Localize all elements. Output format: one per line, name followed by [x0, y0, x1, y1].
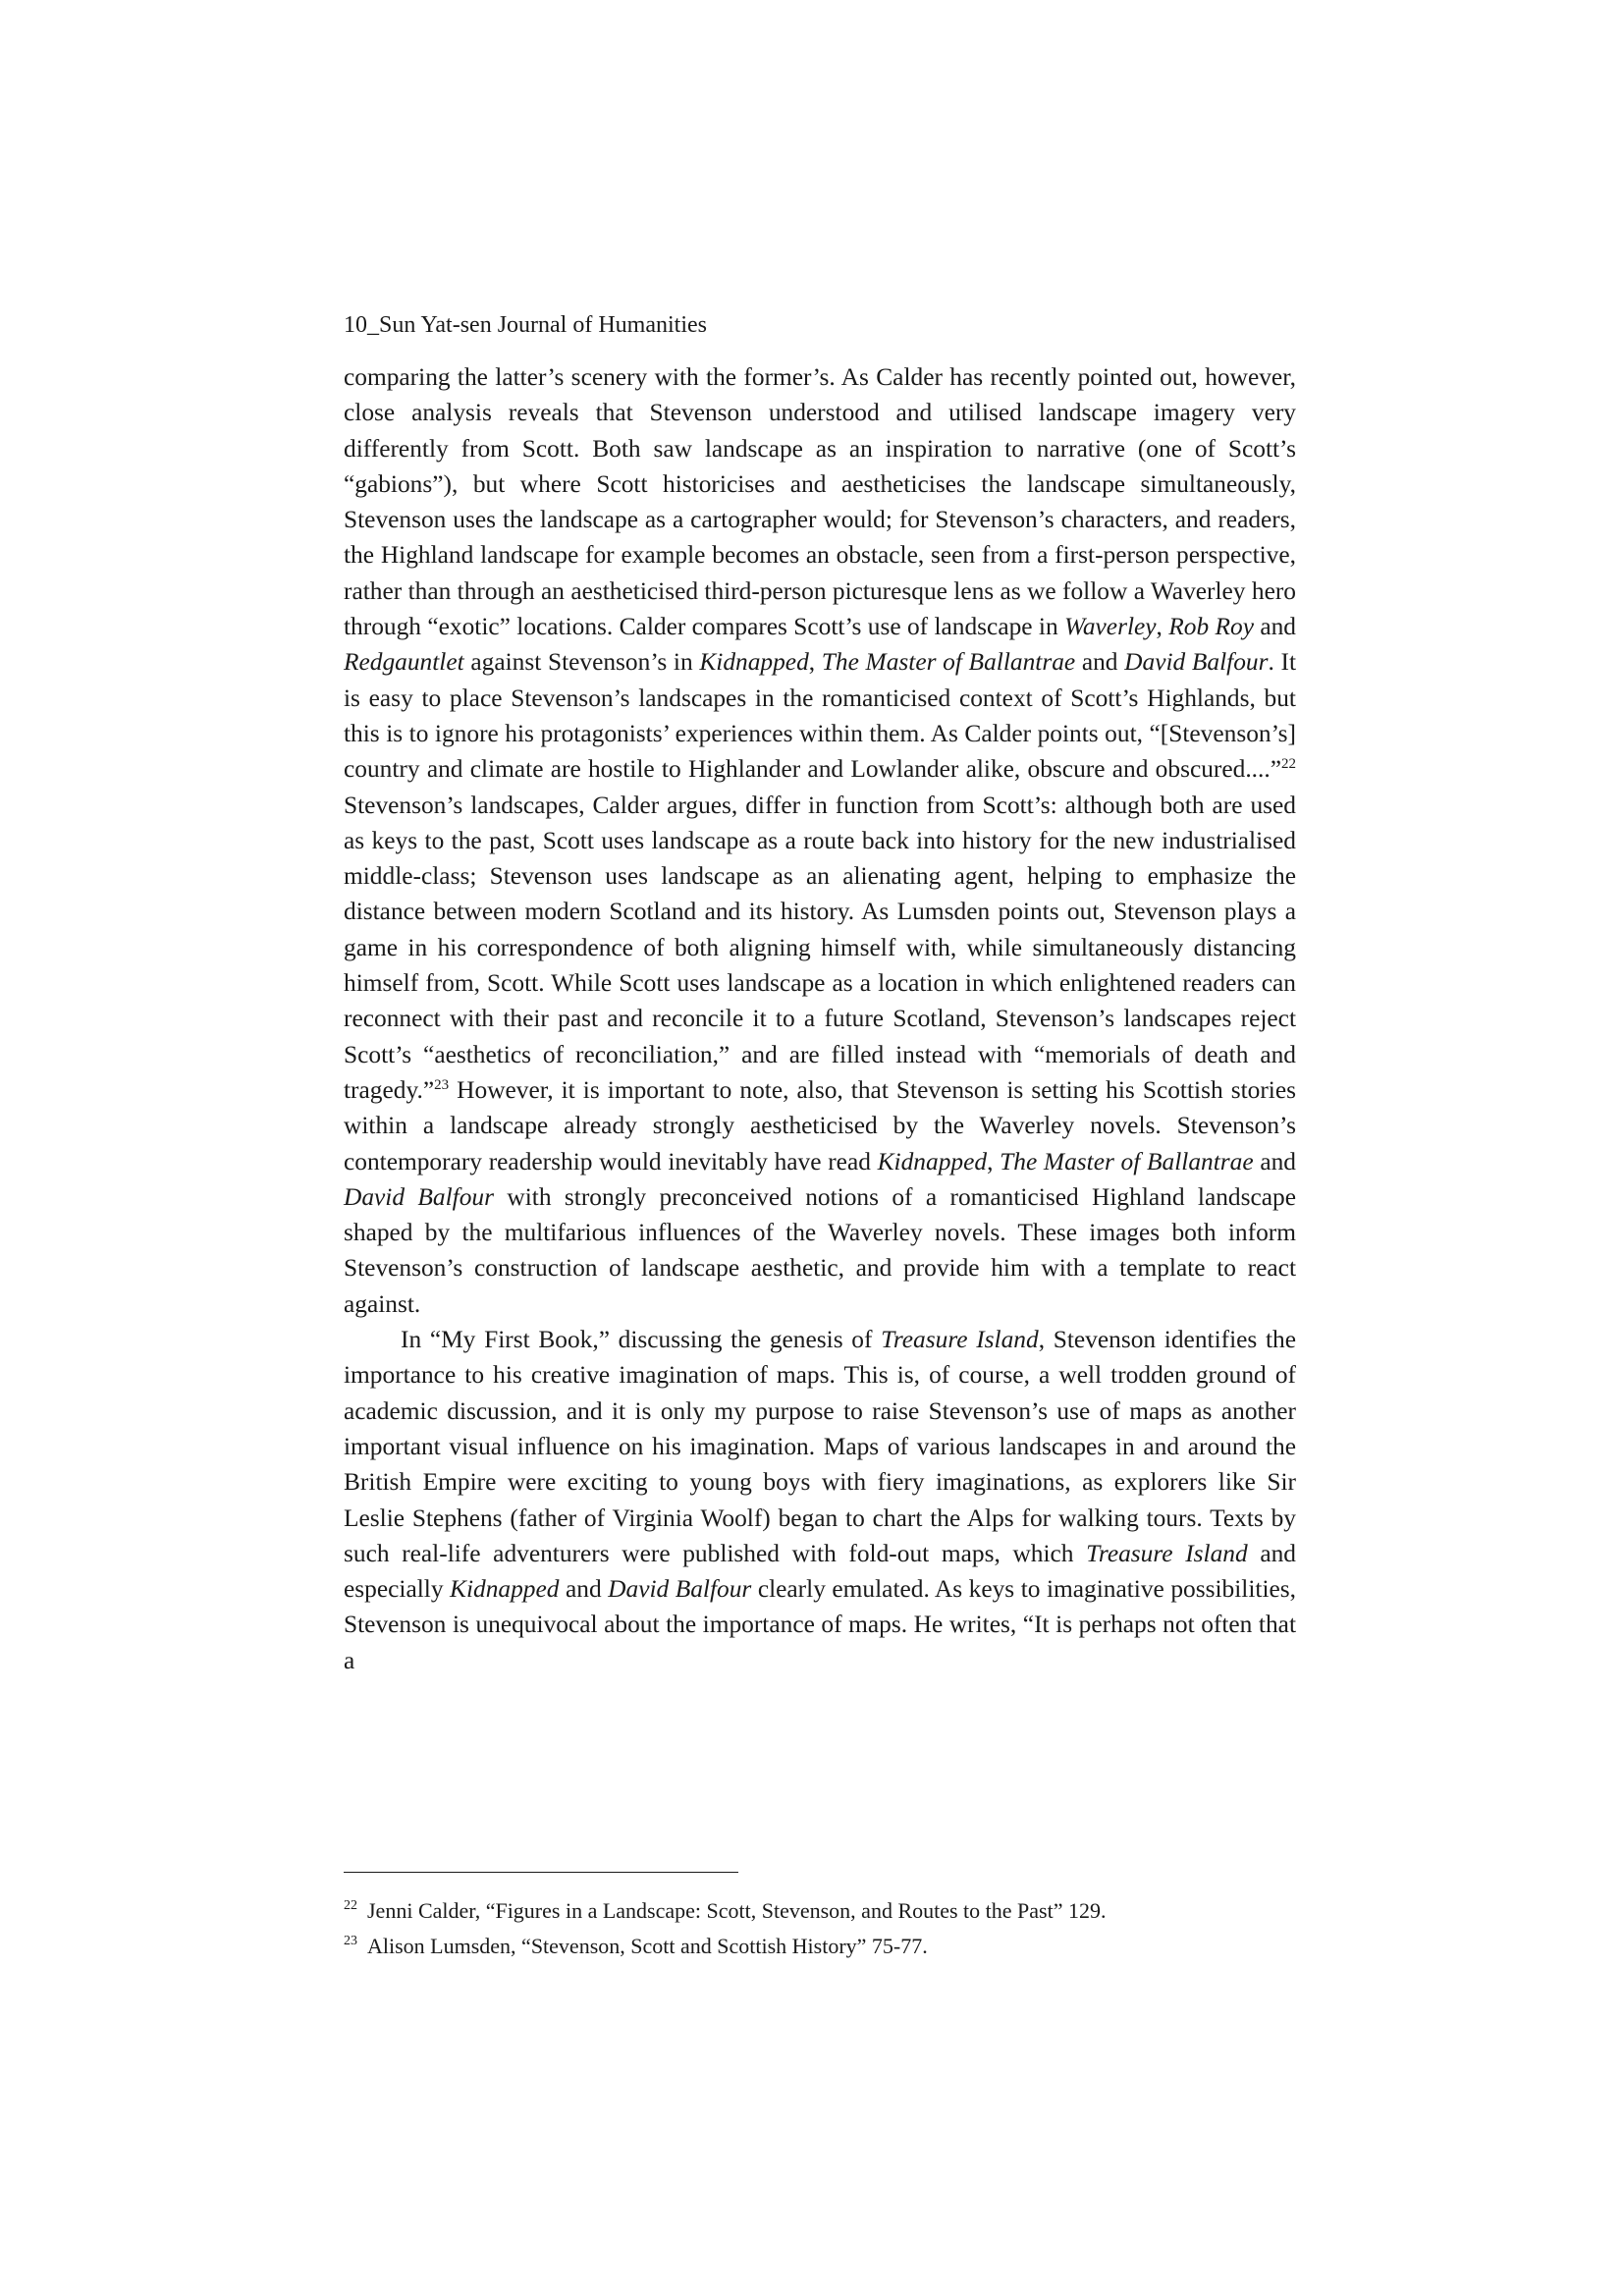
footnote-reference[interactable]: 22	[1281, 756, 1296, 773]
paragraph	[344, 359, 1296, 1322]
italic-title: David Balfour	[344, 1182, 495, 1211]
text-run: and	[1253, 613, 1296, 641]
text-run: and especially	[344, 1539, 1296, 1604]
text-run: However, it is important to note, also, that Stevenson is setting his Scottish stories within a landscape already strongly aestheticised by the Waverley novels. Stevenson’s contemporary readership would inevitably have read	[344, 1075, 1296, 1175]
text-run: and	[1075, 648, 1125, 677]
footnote-number: 22	[344, 1898, 357, 1913]
italic-title: Treasure Island	[881, 1326, 1039, 1354]
italic-title: Kidnapped	[877, 1147, 988, 1175]
running-header: 10_Sun Yat-sen Journal of Humanities	[344, 312, 707, 338]
body-text	[344, 359, 1296, 1678]
text-run: against Stevenson’s in	[463, 648, 700, 677]
italic-title: The Master of Ballantrae	[1000, 1147, 1254, 1175]
text-run: . It is easy to place Stevenson’s landscapes in the romanticised context of Scott’s Highlands, but this is to ignore his protagonists’ experiences within them. As Calder points out, “[Stevenson’s] country and climate are hostile to Highlander and Lowlander alike, obscure and obscured....”	[344, 648, 1297, 784]
italic-title: Kidnapped	[450, 1575, 560, 1604]
text-run: and	[1253, 1147, 1296, 1175]
text-run: ,	[987, 1147, 1001, 1175]
text-run: and	[559, 1575, 609, 1604]
italic-title: Rob Roy	[1168, 613, 1254, 641]
footnote-text: Jenni Calder, “Figures in a Landscape: Scott, Stevenson, and Routes to the Past” 129.	[367, 1898, 1107, 1923]
text-run: In “My First Book,” discussing the genesis of	[401, 1326, 882, 1354]
italic-title: Treasure Island	[1086, 1539, 1248, 1567]
footnote	[344, 1893, 1296, 1929]
italic-title: Waverley	[1064, 613, 1157, 641]
text-run: ,	[1156, 613, 1169, 641]
footnote	[344, 1929, 1296, 1964]
text-run: ,	[808, 648, 822, 677]
italic-title: The Master of Ballantrae	[821, 648, 1076, 677]
text-run: clearly emulated. As keys to imaginative possibilities, Stevenson is unequivocal about the importance of maps. He writes, “It is perhaps not often that a	[344, 1575, 1296, 1674]
footnote-divider	[344, 1872, 738, 1873]
italic-title: Redgauntlet	[344, 648, 464, 677]
footnotes	[344, 1893, 1296, 1964]
footnote-reference[interactable]: 23	[434, 1076, 450, 1093]
italic-title: David Balfour	[1124, 648, 1269, 677]
footnote-number: 23	[344, 1934, 357, 1948]
italic-title: Kidnapped	[699, 648, 809, 677]
italic-title: David Balfour	[608, 1575, 752, 1604]
footnote-text: Alison Lumsden, “Stevenson, Scott and Scottish History” 75-77.	[367, 1934, 928, 1958]
text-run: comparing the latter’s scenery with the former’s. As Calder has recently pointed out, however, close analysis reveals that Stevenson understood and utilised landscape imagery very differently from Scott. Both saw landscape as an inspiration to narrative (one of Scott’s “gabions”), but where Scott historicises and aestheticises the landscape simultaneously, Stevenson uses the landscape as a cartographer would; for Stevenson’s characters, and readers, the Highland landscape for example becomes an obstacle, seen from a first-person perspective, rather than through an aestheticised third-person picturesque lens as we follow a Waverley hero through “exotic” locations. Calder compares Scott’s use of landscape in	[344, 363, 1296, 641]
text-run: , Stevenson identifies the importance to his creative imagination of maps. This is, of course, a well trodden ground of academic discussion, and it is only my purpose to raise Stevenson’s use of maps as another important visual influence on his imagination. Maps of various landscapes in and around the British Empire were exciting to young boys with fiery imaginations, as explorers like Sir Leslie Stephens (father of Virginia Woolf) began to chart the Alps for walking tours. Texts by such real-life adventurers were published with fold-out maps, which	[344, 1326, 1296, 1567]
text-run: Stevenson’s landscapes, Calder argues, differ in function from Scott’s: although both are used as keys to the past, Scott uses landscape as a route back into history for the new industrialised middle-class; Stevenson uses landscape as an alienating agent, helping to emphasize the distance between modern Scotland and its history. As Lumsden points out, Stevenson plays a game in his correspondence of both aligning himself with, while simultaneously distancing himself from, Scott. While Scott uses landscape as a location in which enlightened readers can reconnect with their past and reconcile it to a future Scotland, Stevenson’s landscapes reject Scott’s “aesthetics of reconciliation,” and are filled instead with “memorials of death and tragedy.”	[344, 791, 1296, 1104]
paragraph	[344, 1322, 1296, 1678]
text-run: with strongly preconceived notions of a romanticised Highland landscape shaped by the multifarious influences of the Waverley novels. These images both inform Stevenson’s construction of landscape aesthetic, and provide him with a template to react against.	[344, 1182, 1297, 1318]
